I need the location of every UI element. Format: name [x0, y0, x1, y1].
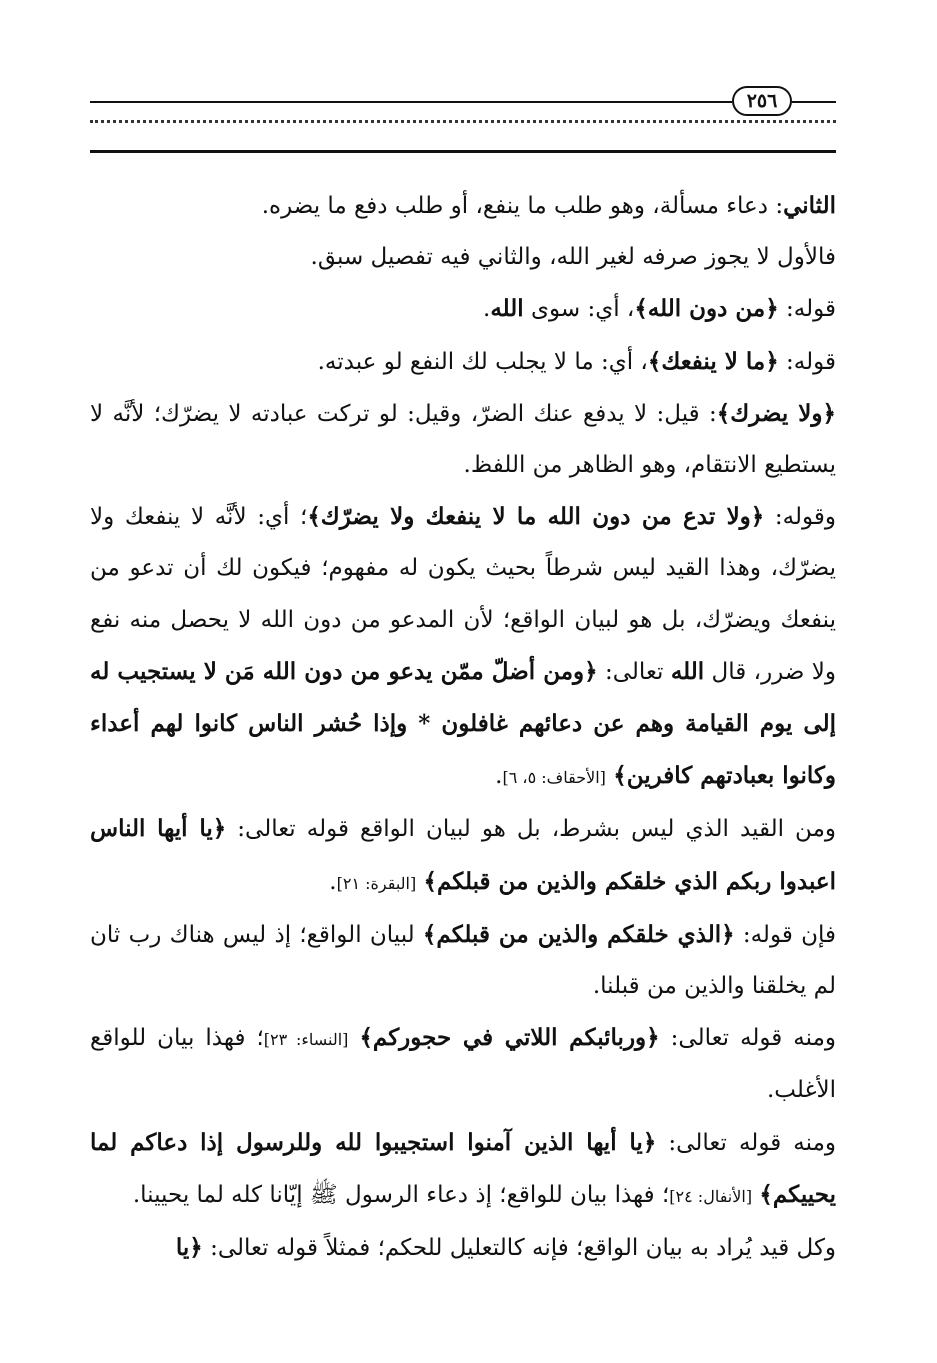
paragraph [90, 491, 836, 803]
text-run [416, 869, 423, 895]
text-run: فإن قوله: [734, 921, 836, 948]
bold-text: ﴿ما لا ينفعك﴾ [647, 347, 779, 375]
header-rule-right [792, 101, 836, 103]
bold-text: الله [490, 295, 524, 323]
text-run: ومن القيد الذي ليس بشرط، بل هو لبيان الواقع قوله تعالى: [226, 816, 836, 843]
verse-reference: [البقرة: ٢١] [336, 873, 417, 893]
bold-text: ﴿ومن أضلّ ممّن يدعو من دون الله مَن لا يستجيب له إلى يوم القيامة وهم عن دعائهم غافلون * وإذا حُشر الناس كانوا لهم أعداء وكانوا بعبادتهم كافرين﴾ [90, 657, 836, 790]
text-run: . [329, 868, 337, 895]
bold-text: ﴿يا أيها الذين آمنوا استجيبوا لله وللرسول إذا دعاكم لما يحييكم﴾ [90, 1128, 836, 1208]
text-run: ، أي: ما لا يجلب لك النفع لو عبدته. [317, 348, 648, 375]
bold-text: ﴿ولا تدع من دون الله ما لا ينفعك ولا يضرّك﴾ [307, 503, 765, 531]
text-run: . [495, 763, 503, 790]
bold-text: الله [670, 657, 705, 685]
text-run: ؛ فهذا بيان للواقع؛ إذ دعاء الرسول ﷺ إيّانا كله لما يحيينا. [132, 1181, 670, 1208]
paragraph [90, 232, 836, 283]
paragraph [90, 909, 836, 1012]
page-body [90, 180, 836, 1274]
bold-text: ﴿يا [175, 1234, 203, 1262]
bold-text: ﴿من دون الله﴾ [634, 295, 779, 323]
verse-reference: [النساء: ٢٣] [263, 1030, 349, 1050]
verse-reference: [الأحقاف: ٥، ٦] [502, 768, 606, 788]
text-run: ؛ فهذا بيان للواقع الأغلب. [90, 1025, 836, 1104]
bold-text: ﴿وربائبكم اللاتي في حجوركم﴾ [359, 1024, 660, 1052]
page-header [0, 0, 937, 170]
text-run [348, 1025, 359, 1051]
paragraph [90, 283, 836, 335]
text-run: وكل قيد يُراد به بيان الواقع؛ فإنه كالتعليل للحكم؛ فمثلاً قوله تعالى: [202, 1235, 836, 1262]
paragraph [90, 336, 836, 388]
paragraph [90, 1012, 836, 1116]
bold-text: ﴿يا أيها الناس اعبدوا ربكم الذي خلقكم والذين من قبلكم﴾ [90, 815, 836, 895]
text-run: . [483, 296, 491, 323]
bold-text: ﴿ولا يضرك﴾ [716, 399, 836, 427]
verse-reference: [الأنفال: ٢٤] [669, 1186, 753, 1206]
text-run: ومنه قوله تعالى: [659, 1025, 836, 1052]
text-run: : قيل: لا يدفع عنك الضرّ، وقيل: لو تركت عبادته لا يضرّك؛ لأنَّه لا يستطيع الانتقام، وهو الظاهر من اللفظ. [90, 400, 836, 479]
text-run: لبيان الواقع؛ إذ ليس هناك رب ثان لم يخلقنا والذين من قبلنا. [90, 921, 836, 1000]
text-run: وقوله: [764, 504, 836, 531]
dotted-divider [90, 120, 836, 134]
header-rule-left [90, 101, 732, 103]
page-number: ٢٥٦ [732, 86, 792, 116]
text-run: ؛ أي: لأنَّه لا ينفعك ولا يضرّك، وهذا القيد ليس شرطاً بحيث يكون له مفهوم؛ فيكون لك أن تدعو من ينفعك ويضرّك، بل هو لبيان الواقع؛ لأن المدعو من دون الله لا يحصل منه نفع ولا ضرر، قال [90, 504, 836, 685]
paragraph [90, 180, 836, 232]
bold-text: ﴿الذي خلقكم والذين من قبلكم﴾ [422, 920, 735, 948]
paragraph [90, 388, 836, 491]
text-run: : دعاء مسألة، وهو طلب ما ينفع، أو طلب دفع ما يضره. [261, 193, 784, 219]
bold-text: الثاني [783, 192, 836, 219]
paragraph [90, 1222, 836, 1274]
text-run: تعالى: [597, 658, 671, 685]
header-rule-bottom [90, 150, 836, 153]
text-run: ، أي: سوى [523, 296, 635, 323]
paragraph [90, 803, 836, 908]
text-run: فالأول لا يجوز صرفه لغير الله، والثاني فيه تفصيل سبق. [310, 244, 836, 271]
text-run: قوله: [778, 296, 836, 323]
paragraph [90, 1117, 836, 1222]
text-run: ومنه قوله تعالى: [656, 1129, 837, 1156]
text-run: قوله: [778, 348, 836, 375]
